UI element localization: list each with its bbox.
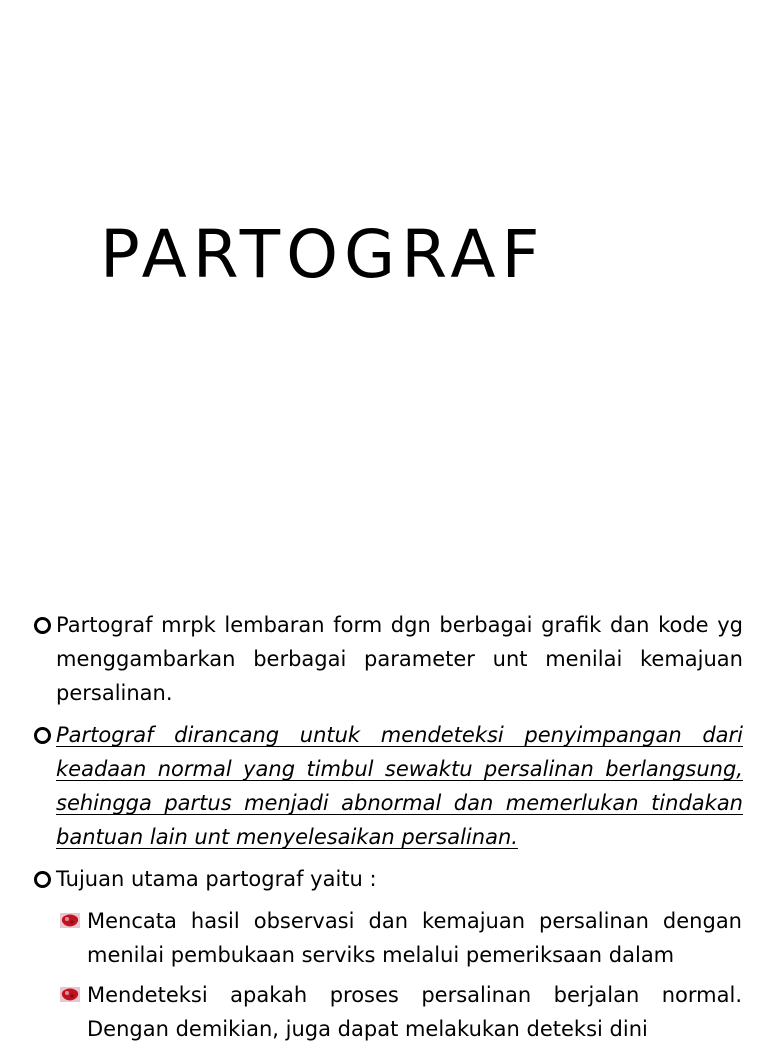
bullet-text: Partograf dirancang untuk mendeteksi penyimpangan dari keadaan normal yang timbul sewaktu persalinan berlangsung, sehingga partus menjadi abnormal dan memerlukan tindakan bantuan lain unt menyelesaikan persalinan. (56, 723, 743, 849)
bullet-text: Partograf mrpk lembaran form dgn berbagai grafik dan kode yg menggambarkan berbagai parameter unt menilai kemajuan persalinan. (56, 613, 743, 705)
bullet-item-goals (56, 862, 743, 896)
ring-bullet-icon (34, 727, 51, 744)
sub-bullet-text: Mendeteksi apakah proses persalinan berjalan normal. Dengan demikian, juga dapat melakukan deteksi dini (87, 983, 742, 1041)
pink-flower-bullet-icon (60, 987, 80, 1002)
sub-bullet-item (87, 978, 742, 1046)
ring-bullet-icon (34, 871, 51, 888)
page-title: PARTOGRAF (100, 216, 546, 293)
sub-bullet-text: Mencata hasil observasi dan kemajuan persalinan dengan menilai pembukaan serviks melalui pemeriksaan dalam (87, 909, 742, 967)
bullet-text: Tujuan utama partograf yaitu : (56, 867, 377, 891)
sub-bullet-list (0, 904, 768, 1046)
bullet-item-purpose (56, 718, 743, 854)
pink-flower-bullet-icon (60, 913, 80, 928)
sub-bullet-item (87, 904, 742, 972)
bullet-item-definition (56, 608, 743, 710)
ring-bullet-icon (34, 617, 51, 634)
bullet-list (0, 608, 768, 1052)
